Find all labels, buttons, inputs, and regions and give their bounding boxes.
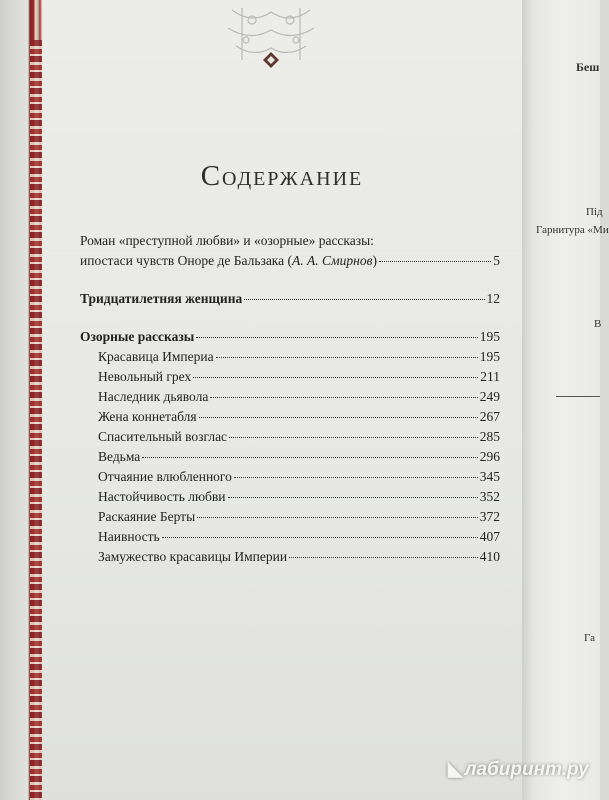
toc-part-title: Тридцатилетняя женщина [80, 291, 243, 306]
toc-intro-paren: ) [372, 253, 377, 268]
toc-intro-subtitle: ипостаси чувств Оноре де Бальзака ( [80, 253, 293, 268]
toc-story-title: Жена коннетабля [98, 409, 197, 424]
page-number: 296 [479, 449, 500, 464]
toc-entry-story [98, 509, 500, 525]
leader-dots [210, 397, 477, 398]
leader-dots [193, 377, 478, 378]
labirint-logo-icon: ◣ [448, 759, 463, 780]
book-binding [0, 0, 42, 800]
toc-story-title: Красавица Империа [98, 349, 214, 364]
leader-dots [197, 517, 478, 518]
leader-dots [244, 299, 484, 300]
leader-dots [196, 337, 477, 338]
toc-story-title: Раскаяние Берты [98, 509, 196, 524]
page-number: 352 [479, 489, 500, 504]
leader-dots [229, 437, 478, 438]
toc-story-title: Невольный грех [98, 369, 192, 384]
ornament-icon [222, 0, 320, 80]
toc-entry-story [98, 489, 500, 505]
toc-intro-text [80, 253, 377, 269]
page-number: 285 [479, 429, 500, 444]
page-number: 195 [479, 349, 500, 364]
toc-entry-story [98, 449, 500, 465]
page-number: 211 [480, 369, 500, 384]
right-page-fragment: Гарнитура «Ми [536, 224, 609, 236]
leader-dots [216, 357, 478, 358]
toc-story-title: Спасительный возглас [98, 429, 228, 444]
toc-entry-story [98, 349, 500, 365]
toc-story-title: Замужество красавицы Империи [98, 549, 288, 564]
right-page-fragment: Га [584, 632, 595, 644]
toc-story-title: Отчаяние влюбленного [98, 469, 232, 484]
toc-intro-author: А. А. Смирнов [292, 253, 373, 268]
toc-entry-story [98, 529, 500, 545]
toc-entry-story [98, 469, 500, 485]
toc-intro-line1 [80, 233, 500, 249]
watermark-text: лабиринт.ру [464, 759, 589, 780]
page-number: 410 [479, 549, 500, 564]
toc-story-title: Наивность [98, 529, 160, 544]
page-number: 195 [479, 329, 500, 344]
page-number: 249 [479, 389, 500, 404]
toc-story-title: Наследник дьявола [98, 389, 209, 404]
toc-entry-story [98, 369, 500, 385]
page-number: 5 [493, 253, 500, 268]
leader-dots [228, 497, 478, 498]
page-number: 345 [479, 469, 500, 484]
page-number: 267 [479, 409, 500, 424]
leader-dots [289, 557, 478, 558]
toc-entry-story [98, 389, 500, 405]
toc-entry-story [98, 549, 500, 565]
facing-page [522, 0, 600, 800]
toc-entry-story [98, 429, 500, 445]
page-number: 12 [486, 291, 500, 306]
page-number: 407 [479, 529, 500, 544]
toc-entry-intro [80, 253, 500, 269]
page-number: 372 [479, 509, 500, 524]
toc-story-title: Настойчивость любви [98, 489, 226, 504]
toc-story-title: Ведьма [98, 449, 141, 464]
page-title: Содержание [200, 160, 364, 192]
right-page-fragment: Під [586, 206, 603, 218]
leader-dots [162, 537, 478, 538]
leader-dots [142, 457, 477, 458]
right-page-rule [556, 396, 600, 397]
toc-part-title: Озорные рассказы [80, 329, 195, 344]
toc-entry-story [98, 409, 500, 425]
toc-entry-part2 [80, 329, 500, 345]
watermark [448, 758, 589, 781]
binding-pattern [30, 40, 42, 800]
leader-dots [379, 261, 491, 262]
right-page-fragment: Беш [576, 60, 600, 74]
toc-intro-title: Роман «преступной любви» и «озорные» рассказы: [80, 233, 374, 248]
right-page-fragment: В [594, 318, 602, 330]
leader-dots [199, 417, 478, 418]
toc-entry-part1 [80, 291, 500, 307]
leader-dots [234, 477, 478, 478]
